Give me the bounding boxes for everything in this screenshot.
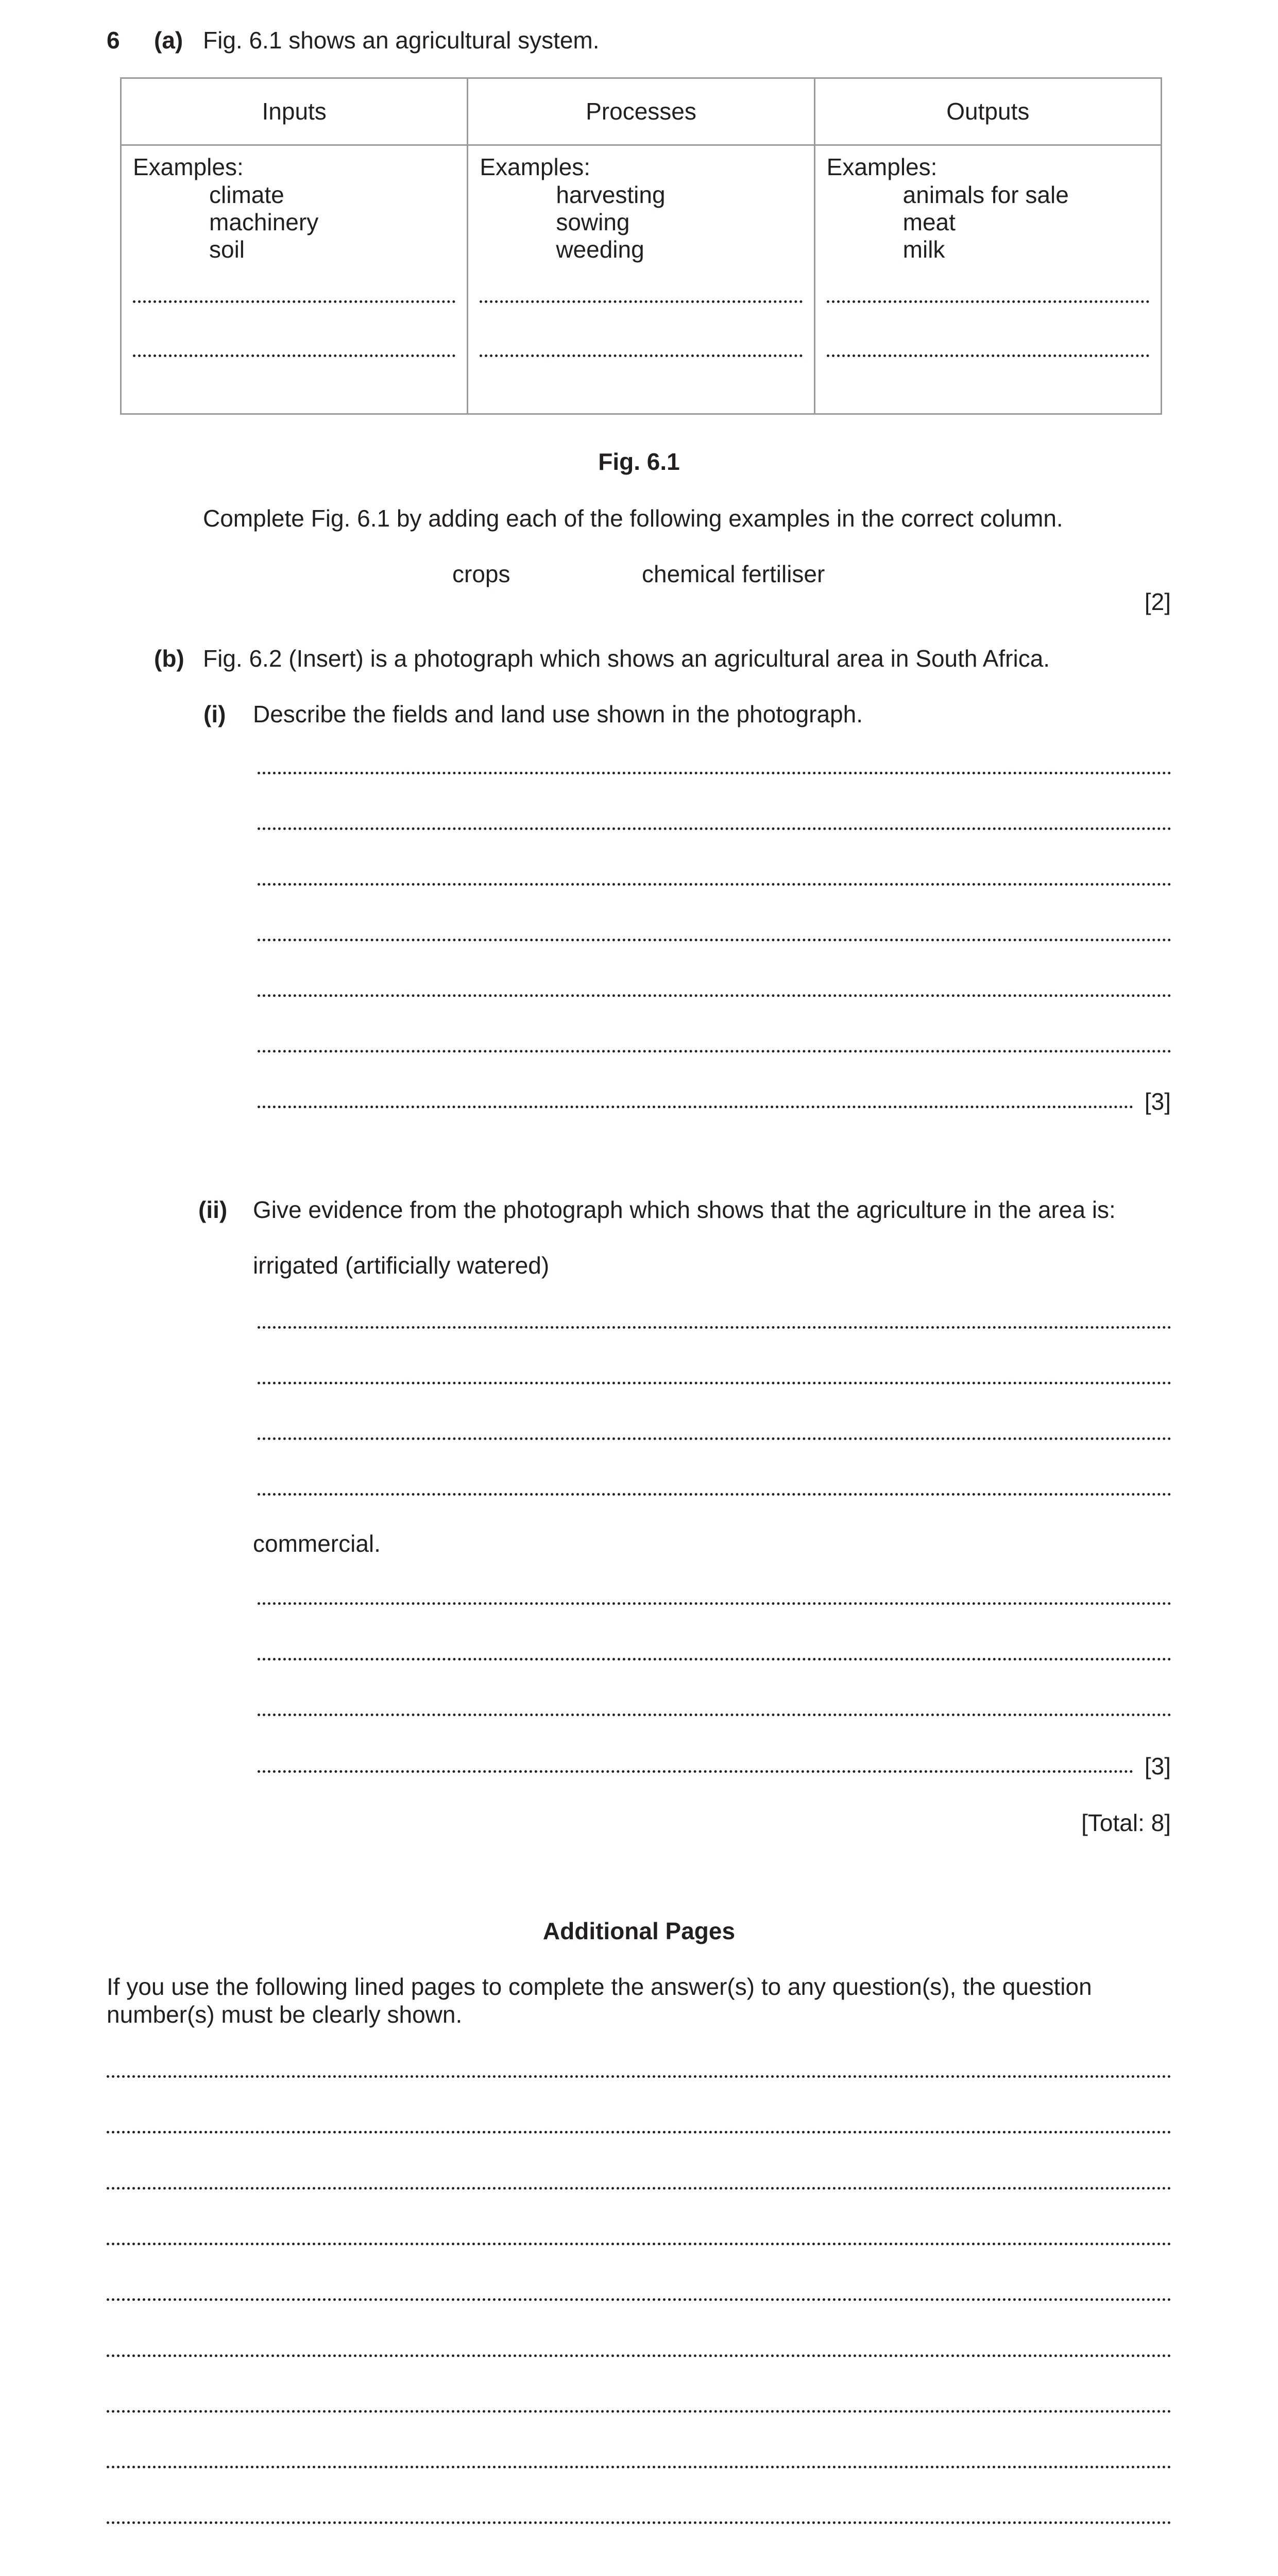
option-crops: crops	[452, 561, 510, 587]
additional-answer-line[interactable]	[107, 2298, 1171, 2301]
additional-instruction-line-2: number(s) must be clearly shown.	[107, 2001, 463, 2028]
additional-answer-line[interactable]	[107, 2410, 1171, 2413]
part-a-instruction: Complete Fig. 6.1 by adding each of the following examples in the correct column.	[203, 505, 1063, 532]
question-number: 6	[107, 27, 120, 54]
answer-line[interactable]	[258, 1437, 1171, 1440]
agricultural-system-table	[120, 77, 1162, 415]
additional-answer-line[interactable]	[107, 2466, 1171, 2468]
inputs-item: soil	[209, 236, 245, 263]
processes-item: sowing	[556, 209, 630, 235]
sub-ii-label: (ii)	[198, 1196, 228, 1223]
inputs-cell	[121, 145, 468, 414]
additional-answer-line[interactable]	[107, 2243, 1171, 2245]
answer-line[interactable]	[258, 772, 1171, 774]
additional-pages-title: Additional Pages	[542, 1918, 736, 1944]
processes-answer-line-2[interactable]	[480, 354, 802, 357]
answer-line[interactable]	[258, 1050, 1171, 1053]
part-a-intro: Fig. 6.1 shows an agricultural system.	[203, 27, 600, 54]
outputs-answer-line-2[interactable]	[827, 354, 1149, 357]
outputs-cell	[814, 145, 1161, 414]
figure-caption: Fig. 6.1	[598, 448, 680, 475]
processes-header: Processes	[468, 78, 814, 145]
answer-line[interactable]	[258, 994, 1171, 997]
sub-ii-text: Give evidence from the photograph which shows that the agriculture in the area is:	[253, 1196, 1116, 1223]
answer-line[interactable]	[258, 827, 1171, 830]
option-chemical-fertiliser: chemical fertiliser	[642, 561, 825, 587]
part-b-label: (b)	[154, 645, 184, 672]
answer-line[interactable]	[258, 1770, 1133, 1773]
outputs-header: Outputs	[814, 78, 1161, 145]
inputs-item: machinery	[209, 209, 319, 235]
answer-line[interactable]	[258, 1658, 1171, 1660]
additional-answer-line[interactable]	[107, 2521, 1171, 2524]
sub-ii-marks: [3]	[1144, 1753, 1171, 1780]
outputs-examples-label: Examples:	[826, 154, 938, 180]
sub-i-label: (i)	[203, 701, 226, 727]
answer-line[interactable]	[258, 939, 1171, 941]
part-a-marks: [2]	[1144, 588, 1171, 615]
processes-item: weeding	[556, 236, 644, 263]
part-a-label: (a)	[154, 27, 183, 54]
inputs-answer-line-2[interactable]	[133, 354, 455, 357]
additional-answer-line[interactable]	[107, 2131, 1171, 2133]
answer-line[interactable]	[258, 1326, 1171, 1329]
part-b-intro: Fig. 6.2 (Insert) is a photograph which shows an agricultural area in South Africa.	[203, 645, 1050, 672]
processes-answer-line-1[interactable]	[480, 300, 802, 303]
answer-line[interactable]	[258, 1714, 1171, 1716]
sub-i-text: Describe the fields and land use shown in the photograph.	[253, 701, 863, 727]
outputs-item: milk	[902, 236, 945, 263]
processes-item: harvesting	[556, 181, 666, 208]
answer-line[interactable]	[258, 1106, 1133, 1108]
inputs-header: Inputs	[121, 78, 468, 145]
answer-line[interactable]	[258, 1493, 1171, 1496]
answer-line[interactable]	[258, 883, 1171, 886]
additional-instruction-line-1: If you use the following lined pages to complete the answer(s) to any question(s), the question	[107, 1973, 1092, 2000]
additional-answer-line[interactable]	[107, 2075, 1171, 2078]
inputs-item: climate	[209, 181, 284, 208]
inputs-answer-line-1[interactable]	[133, 300, 455, 303]
processes-examples-label: Examples:	[480, 154, 591, 180]
sub-i-marks: [3]	[1144, 1088, 1171, 1115]
additional-answer-line[interactable]	[107, 2354, 1171, 2357]
answer-line[interactable]	[258, 1602, 1171, 1605]
outputs-item: animals for sale	[902, 181, 1069, 208]
sub-ii-prompt-commercial: commercial.	[253, 1530, 381, 1557]
question-total: [Total: 8]	[1081, 1809, 1171, 1836]
sub-ii-prompt-irrigated: irrigated (artificially watered)	[253, 1252, 550, 1279]
answer-line[interactable]	[258, 1382, 1171, 1384]
processes-cell	[468, 145, 814, 414]
additional-answer-line[interactable]	[107, 2187, 1171, 2190]
outputs-item: meat	[902, 209, 956, 235]
inputs-examples-label: Examples:	[133, 154, 244, 180]
outputs-answer-line-1[interactable]	[827, 300, 1149, 303]
